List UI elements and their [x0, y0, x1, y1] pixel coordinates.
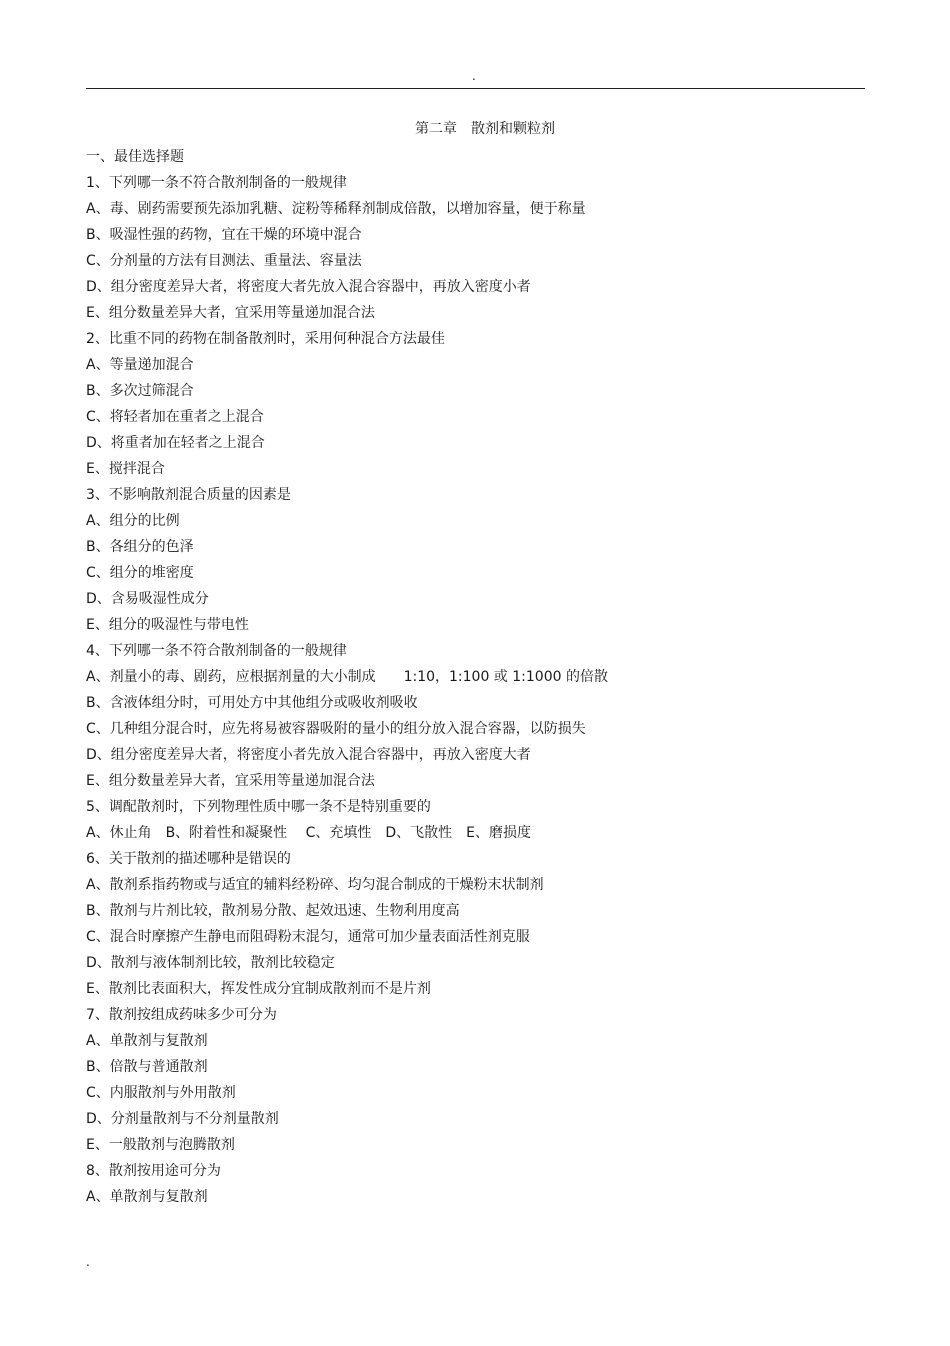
text-line: D、分剂量散剂与不分剂量散剂 [86, 1111, 279, 1127]
document-body [86, 144, 866, 1210]
text-line: D、组分密度差异大者，将密度大者先放入混合容器中，再放入密度小者 [86, 279, 531, 295]
text-line: C、分剂量的方法有目测法、重量法、容量法 [86, 253, 362, 269]
text-line: A、毒、剧药需要预先添加乳糖、淀粉等稀释剂制成倍散，以增加容量，便于称量 [86, 201, 586, 217]
text-line: C、组分的堆密度 [86, 565, 194, 581]
text-line: D、组分密度差异大者，将密度小者先放入混合容器中，再放入密度大者 [86, 747, 531, 763]
text-line: B、多次过筛混合 [86, 383, 194, 399]
text-line: 一、最佳选择题 [86, 149, 184, 165]
text-line: A、等量递加混合 [86, 357, 194, 373]
text-line: E、一般散剂与泡腾散剂 [86, 1137, 235, 1153]
text-line: D、将重者加在轻者之上混合 [86, 435, 265, 451]
text-line: A、剂量小的毒、剧药，应根据剂量的大小制成 1:10，1:100 或 1:1000 的倍散 [86, 669, 608, 685]
text-line: 4、下列哪一条不符合散剂制备的一般规律 [86, 643, 347, 659]
text-line: E、组分数量差异大者，宜采用等量递加混合法 [86, 773, 375, 789]
text-line: 8、散剂按用途可分为 [86, 1163, 221, 1179]
text-line: C、将轻者加在重者之上混合 [86, 409, 264, 425]
text-line: B、含液体组分时，可用处方中其他组分或吸收剂吸收 [86, 695, 418, 711]
text-line: A、单散剂与复散剂 [86, 1033, 208, 1049]
text-line: A、组分的比例 [86, 513, 180, 529]
text-line: A、休止角 B、附着性和凝聚性 C、充填性 D、飞散性 E、磨损度 [86, 825, 532, 841]
chapter-title: 第二章 散剂和颗粒剂 [415, 121, 555, 137]
footer-dot: . [86, 1255, 90, 1269]
text-line: 3、不影响散剂混合质量的因素是 [86, 487, 291, 503]
text-line: E、组分的吸湿性与带电性 [86, 617, 249, 633]
text-line: E、组分数量差异大者，宜采用等量递加混合法 [86, 305, 375, 321]
text-line: 6、关于散剂的描述哪种是错误的 [86, 851, 291, 867]
text-line: 7、散剂按组成药味多少可分为 [86, 1007, 277, 1023]
text-line: D、散剂与液体制剂比较，散剂比较稳定 [86, 955, 335, 971]
text-line: D、含易吸湿性成分 [86, 591, 209, 607]
text-line: A、散剂系指药物或与适宜的辅料经粉碎、均匀混合制成的干燥粉末状制剂 [86, 877, 544, 893]
text-line: E、搅拌混合 [86, 461, 165, 477]
text-line: 2、比重不同的药物在制备散剂时，采用何种混合方法最佳 [86, 331, 445, 347]
text-line: C、几种组分混合时，应先将易被容器吸附的量小的组分放入混合容器，以防损失 [86, 721, 586, 737]
text-line: 1、下列哪一条不符合散剂制备的一般规律 [86, 175, 347, 191]
text-line: B、散剂与片剂比较，散剂易分散、起效迅速、生物利用度高 [86, 903, 460, 919]
text-line: E、散剂比表面积大，挥发性成分宜制成散剂而不是片剂 [86, 981, 431, 997]
text-line: B、倍散与普通散剂 [86, 1059, 208, 1075]
text-line: B、各组分的色泽 [86, 539, 194, 555]
text-line: C、内服散剂与外用散剂 [86, 1085, 236, 1101]
text-line: B、吸湿性强的药物，宜在干燥的环境中混合 [86, 227, 362, 243]
text-line: 5、调配散剂时，下列物理性质中哪一条不是特别重要的 [86, 799, 431, 815]
text-line: A、单散剂与复散剂 [86, 1189, 208, 1205]
header-rule [86, 88, 865, 89]
text-line: C、混合时摩擦产生静电而阻碍粉末混匀，通常可加少量表面活性剂克服 [86, 929, 530, 945]
header-dot: . [472, 69, 476, 83]
